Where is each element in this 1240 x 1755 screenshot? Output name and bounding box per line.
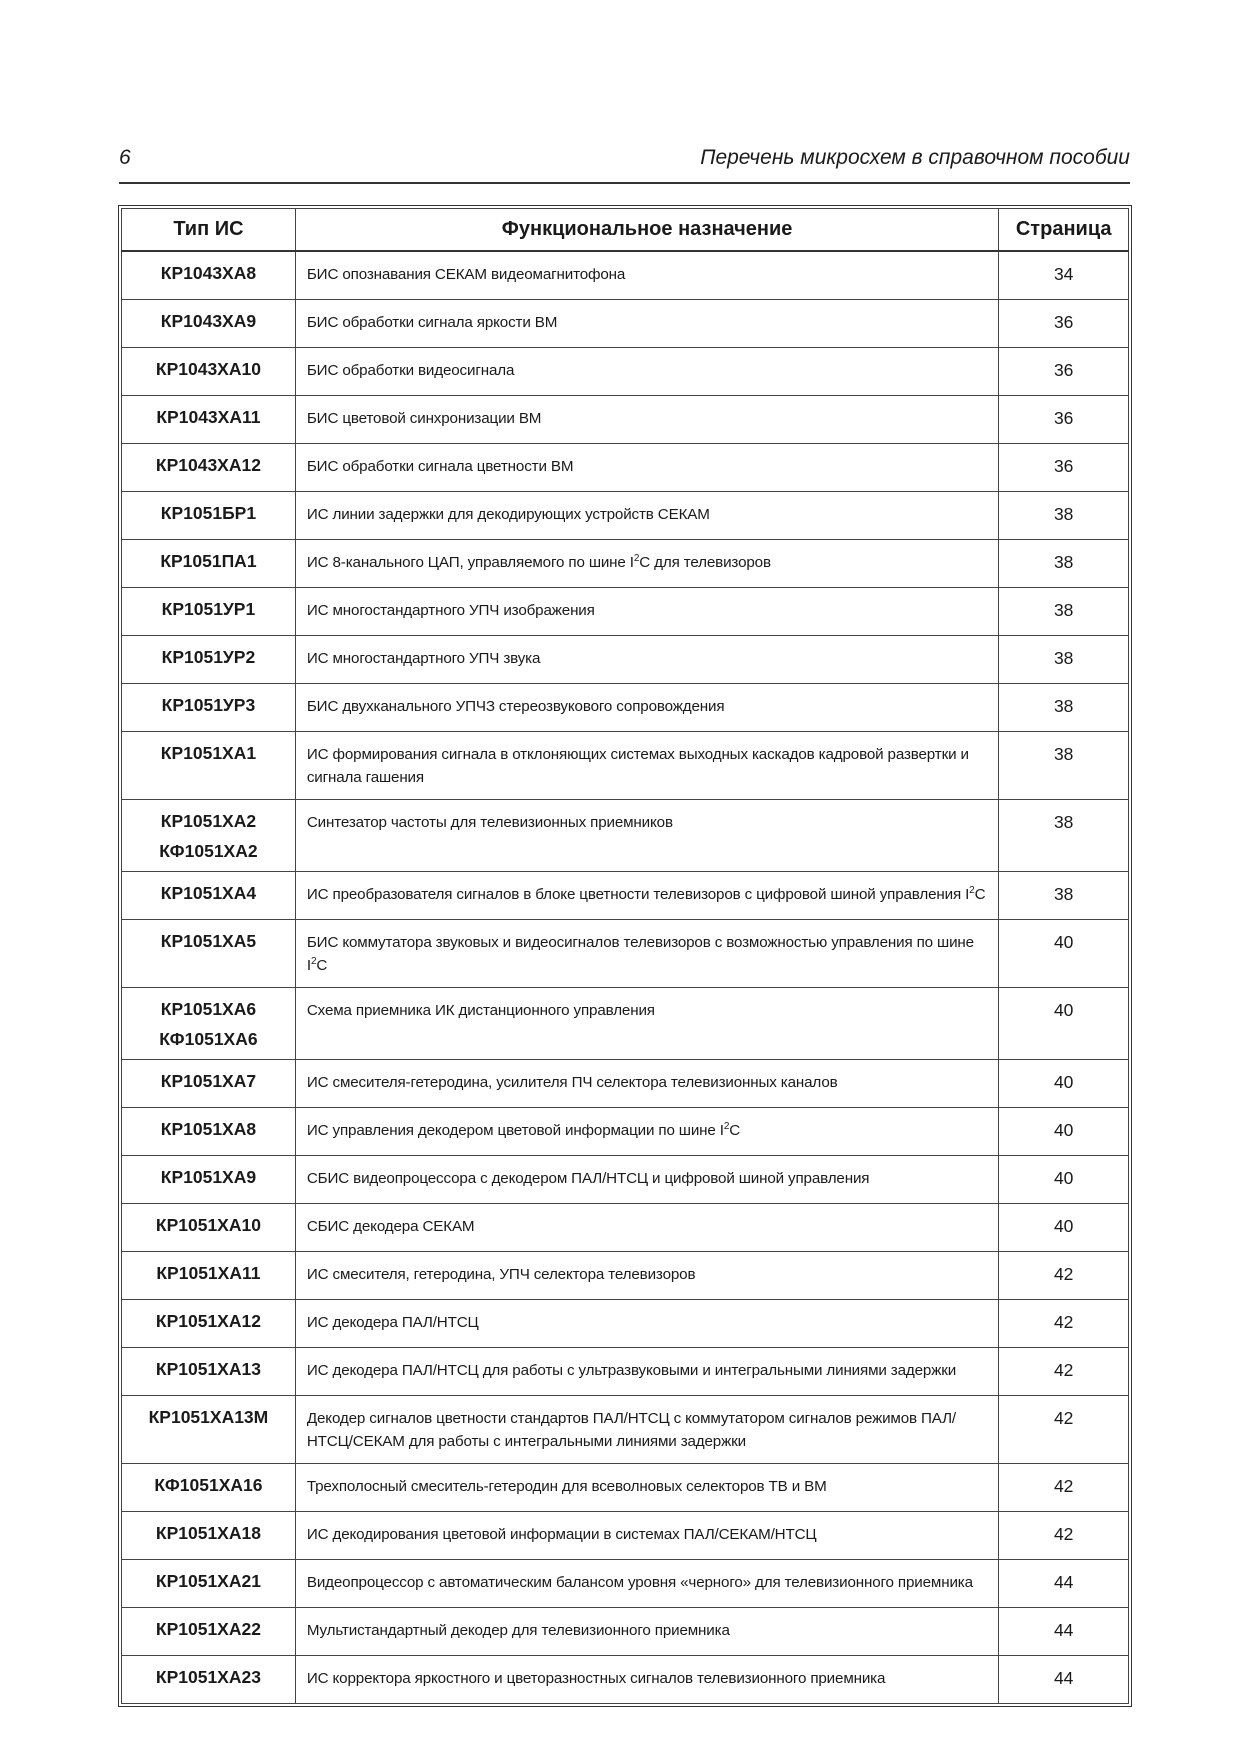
ic-type-cell [122, 1204, 296, 1252]
page-header [119, 146, 1130, 184]
ic-type: КР1051ХА13 [155, 1359, 261, 1379]
table-row [122, 1608, 1129, 1656]
ic-type-cell [122, 1608, 296, 1656]
page-number-cell: 38 [999, 636, 1129, 684]
column-header-type: Тип ИС [122, 209, 296, 252]
ic-type: КР1051ХА9 [160, 1167, 257, 1187]
ic-type-cell [122, 444, 296, 492]
function-text: СБИС видеопроцессора с декодером ПАЛ/НТСЦ и цифровой шиной управления [306, 1170, 870, 1187]
ic-list-table [121, 208, 1129, 1704]
ic-type-cell [122, 1512, 296, 1560]
function-cell [295, 1608, 998, 1656]
ic-type: КФ1051ХА2 [159, 841, 258, 861]
ic-type: КФ1051ХА6 [159, 1029, 258, 1049]
ic-type-cell [122, 1252, 296, 1300]
function-text-tail: C для телевизоров [639, 554, 771, 571]
table-row [122, 920, 1129, 988]
page-number-cell: 38 [999, 540, 1129, 588]
ic-type-cell [122, 684, 296, 732]
ic-type: КР1051ХА10 [155, 1215, 261, 1235]
table-row [122, 1560, 1129, 1608]
running-title: Перечень микросхем в справочном пособии [700, 146, 1130, 169]
function-text: Мультистандартный декодер для телевизионного приемника [306, 1622, 730, 1639]
page-number-cell: 40 [999, 1108, 1129, 1156]
ic-type-cell [122, 636, 296, 684]
function-text: ИС формирования сигнала в отклоняющих системах выходных каскадов кадровой развертки и сигнала гашения [306, 746, 969, 786]
function-cell [295, 1300, 998, 1348]
function-cell [295, 348, 998, 396]
function-text: ИС декодера ПАЛ/НТСЦ для работы с ультразвуковыми и интегральными линиями задержки [306, 1362, 957, 1379]
ic-type-cell [122, 1060, 296, 1108]
ic-type-cell [122, 492, 296, 540]
page-number-cell: 36 [999, 348, 1129, 396]
ic-type: КР1051ХА7 [160, 1071, 257, 1091]
function-superscript: 2 [969, 884, 975, 896]
function-text: СБИС декодера СЕКАМ [306, 1218, 475, 1235]
page-number-cell: 40 [999, 920, 1129, 988]
ic-type-cell [122, 540, 296, 588]
ic-type-cell [122, 1656, 296, 1704]
ic-type: КР1051ПА1 [160, 551, 257, 571]
function-cell [295, 732, 998, 800]
table-header-row [122, 209, 1129, 252]
function-cell [295, 800, 998, 872]
function-cell [295, 444, 998, 492]
table-row [122, 1252, 1129, 1300]
table-row [122, 988, 1129, 1060]
function-text: ИС многостандартного УПЧ звука [306, 650, 541, 667]
table-row [122, 1396, 1129, 1464]
table-row [122, 444, 1129, 492]
table-row [122, 800, 1129, 872]
function-cell [295, 588, 998, 636]
function-text: Схема приемника ИК дистанционного управления [306, 1002, 655, 1019]
function-text-tail: C [974, 886, 986, 903]
ic-type-cell [122, 872, 296, 920]
table-row [122, 1108, 1129, 1156]
function-cell [295, 1348, 998, 1396]
table-row [122, 1348, 1129, 1396]
function-text: ИС декодирования цветовой информации в системах ПАЛ/СЕКАМ/НТСЦ [306, 1526, 817, 1543]
ic-type: КР1043ХА11 [156, 407, 261, 427]
ic-type: КР1043ХА12 [155, 455, 261, 475]
table-row [122, 1204, 1129, 1252]
page-number-cell: 38 [999, 684, 1129, 732]
ic-type-cell [122, 988, 296, 1060]
page-number-cell: 36 [999, 444, 1129, 492]
page-number-cell: 42 [999, 1396, 1129, 1464]
page-number-cell: 42 [999, 1348, 1129, 1396]
function-text: ИС смесителя, гетеродина, УПЧ селектора телевизоров [306, 1266, 696, 1283]
page-number-cell: 42 [999, 1512, 1129, 1560]
page-number: 6 [119, 146, 131, 169]
function-superscript: 2 [633, 552, 640, 564]
function-text-tail: C [729, 1122, 741, 1139]
ic-type-cell [122, 588, 296, 636]
ic-type-cell [122, 800, 296, 872]
ic-type-cell [122, 300, 296, 348]
function-text: БИС двухканального УПЧЗ стереозвукового сопровождения [306, 698, 725, 715]
page-number-cell: 34 [999, 251, 1129, 300]
ic-type-cell [122, 1300, 296, 1348]
table-row [122, 1656, 1129, 1704]
function-cell [295, 396, 998, 444]
ic-type: КР1051ХА11 [156, 1263, 261, 1283]
function-text: Трехполосный смеситель-гетеродин для всеволновых селекторов ТВ и ВМ [306, 1478, 827, 1495]
function-cell [295, 920, 998, 988]
ic-type: КР1051ХА8 [160, 1119, 257, 1139]
function-cell [295, 1108, 998, 1156]
function-cell [295, 1464, 998, 1512]
function-text: БИС коммутатора звуковых и видеосигналов телевизоров с возможностью управления по шине I [306, 934, 974, 974]
ic-type: КР1051БР1 [160, 503, 257, 523]
function-text: ИС управления декодером цветовой информации по шине I [306, 1122, 724, 1139]
page-number-cell: 44 [999, 1608, 1129, 1656]
table-row [122, 732, 1129, 800]
ic-type: КР1051ХА22 [155, 1619, 261, 1639]
function-text: ИС корректора яркостного и цветоразностных сигналов телевизионного приемника [306, 1670, 886, 1687]
page-number-cell: 36 [999, 300, 1129, 348]
ic-type-cell [122, 1396, 296, 1464]
table-row [122, 492, 1129, 540]
page-number-cell: 38 [999, 588, 1129, 636]
page-number-cell: 40 [999, 1060, 1129, 1108]
ic-type: КР1051УР1 [161, 599, 256, 619]
function-cell [295, 1512, 998, 1560]
function-cell [295, 540, 998, 588]
function-text: Видеопроцессор с автоматическим балансом уровня «черного» для телевизионного приемника [306, 1574, 973, 1591]
function-text: БИС опознавания СЕКАМ видеомагнитофона [306, 266, 626, 283]
function-cell [295, 251, 998, 300]
ic-type: КР1051ХА23 [155, 1667, 261, 1687]
ic-type: КР1051ХА18 [155, 1523, 261, 1543]
ic-type-cell [122, 1108, 296, 1156]
table-row [122, 1300, 1129, 1348]
function-text: Синтезатор частоты для телевизионных приемников [306, 814, 673, 831]
ic-type: КР1051ХА13М [148, 1407, 269, 1427]
page-number-cell: 40 [999, 1156, 1129, 1204]
ic-list-table-frame [118, 205, 1132, 1707]
ic-type: КР1051ХА21 [155, 1571, 261, 1591]
function-cell [295, 1156, 998, 1204]
page-number-cell: 38 [999, 492, 1129, 540]
function-cell [295, 988, 998, 1060]
ic-type-cell [122, 1156, 296, 1204]
table-body [122, 251, 1129, 1704]
ic-type-cell [122, 1348, 296, 1396]
function-text: ИС смесителя-гетеродина, усилителя ПЧ селектора телевизионных каналов [306, 1074, 838, 1091]
ic-type: КР1043ХА9 [160, 311, 257, 331]
function-cell [295, 1204, 998, 1252]
function-text: ИС преобразователя сигналов в блоке цветности телевизоров с цифровой шиной управления I [306, 886, 970, 903]
ic-type: КР1051УР3 [161, 695, 256, 715]
page-number-cell: 38 [999, 732, 1129, 800]
function-cell [295, 636, 998, 684]
function-superscript: 2 [723, 1120, 730, 1132]
function-text: БИС обработки сигнала яркости ВМ [306, 314, 558, 331]
ic-type: КР1051ХА1 [160, 743, 257, 763]
table-row [122, 1464, 1129, 1512]
table-row [122, 396, 1129, 444]
function-text: БИС обработки видеосигнала [306, 362, 515, 379]
ic-type-cell [122, 920, 296, 988]
page-number-cell: 40 [999, 988, 1129, 1060]
ic-type: КР1051ХА6 [160, 999, 257, 1019]
ic-type-cell [122, 251, 296, 300]
ic-type: КР1051ХА5 [160, 931, 257, 951]
function-text: ИС линии задержки для декодирующих устройств СЕКАМ [306, 506, 710, 523]
page-number-cell: 42 [999, 1252, 1129, 1300]
function-cell [295, 1656, 998, 1704]
table-row [122, 684, 1129, 732]
function-cell [295, 1560, 998, 1608]
table-row [122, 251, 1129, 300]
ic-type: КР1051ХА2 [160, 811, 257, 831]
table-row [122, 300, 1129, 348]
function-text: ИС многостандартного УПЧ изображения [306, 602, 595, 619]
ic-type-cell [122, 732, 296, 800]
function-text: БИС обработки сигнала цветности ВМ [306, 458, 574, 475]
page-number-cell: 40 [999, 1204, 1129, 1252]
ic-type: КР1051ХА12 [155, 1311, 261, 1331]
ic-type-cell [122, 1464, 296, 1512]
column-header-function: Функциональное назначение [295, 209, 998, 252]
page-number-cell: 44 [999, 1560, 1129, 1608]
function-cell [295, 1396, 998, 1464]
ic-type: КР1051УР2 [161, 647, 256, 667]
page-number-cell: 44 [999, 1656, 1129, 1704]
function-superscript: 2 [310, 955, 317, 967]
table-row [122, 1512, 1129, 1560]
table-row [122, 636, 1129, 684]
function-cell [295, 492, 998, 540]
function-text: Декодер сигналов цветности стандартов ПАЛ/НТСЦ с коммутатором сигналов режимов ПАЛ/НТСЦ/СЕКАМ для работы с интегральными линиями задержки [306, 1410, 956, 1450]
ic-type: КР1043ХА8 [160, 263, 257, 283]
function-cell [295, 684, 998, 732]
page-number-cell: 38 [999, 872, 1129, 920]
function-text: ИС 8-канального ЦАП, управляемого по шине I [306, 554, 634, 571]
function-cell [295, 300, 998, 348]
ic-type: КР1051ХА4 [160, 883, 257, 903]
table-row [122, 1156, 1129, 1204]
ic-type-cell [122, 348, 296, 396]
table-row [122, 540, 1129, 588]
function-cell [295, 1060, 998, 1108]
ic-type-cell [122, 396, 296, 444]
function-text: БИС цветовой синхронизации ВМ [306, 410, 542, 427]
column-header-page: Страница [999, 209, 1129, 252]
ic-type: КР1043ХА10 [155, 359, 261, 379]
table-row [122, 588, 1129, 636]
ic-type-cell [122, 1560, 296, 1608]
page-number-cell: 38 [999, 800, 1129, 872]
table-row [122, 348, 1129, 396]
function-cell [295, 1252, 998, 1300]
page-number-cell: 42 [999, 1464, 1129, 1512]
page-number-cell: 42 [999, 1300, 1129, 1348]
table-row [122, 872, 1129, 920]
page-number-cell: 36 [999, 396, 1129, 444]
table-row [122, 1060, 1129, 1108]
function-text: ИС декодера ПАЛ/НТСЦ [306, 1314, 479, 1331]
function-text-tail: C [316, 957, 328, 974]
ic-type: КФ1051ХА16 [154, 1475, 263, 1495]
function-cell [295, 872, 998, 920]
